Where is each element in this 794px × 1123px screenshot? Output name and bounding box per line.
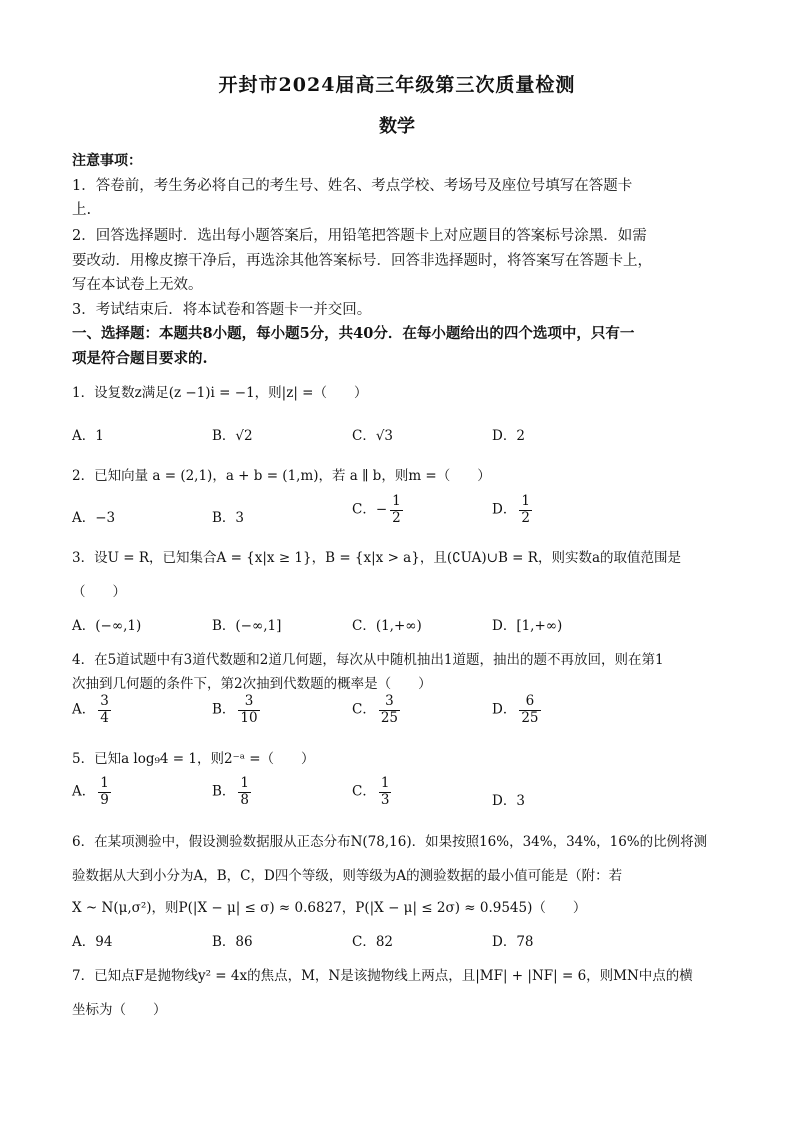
question-2-stem: 2．已知向量 a = (2,1)，a + b = (1,m)，若 a ∥ b，则m =（ ）	[72, 468, 491, 484]
q5-option-a-label: A．	[72, 783, 96, 800]
denominator: 10	[240, 709, 258, 726]
q2-option-d[interactable]	[492, 494, 535, 526]
q4-option-b-fraction	[238, 694, 259, 726]
q6-option-c[interactable]: C．82	[352, 934, 394, 950]
q4-option-c-label: C．	[352, 701, 376, 718]
q2-option-d-label: D．	[492, 501, 517, 518]
numerator: 1	[521, 493, 530, 509]
question-6-stem-cont2: X ~ N(μ,σ²)，则P(|X − μ| ≤ σ) ≈ 0.6827，P(|X − μ| ≤ 2σ) ≈ 0.9545)（ ）	[72, 900, 587, 916]
q5-option-c-fraction	[379, 776, 392, 808]
numerator: 3	[379, 694, 400, 711]
q4-option-a-label: A．	[72, 701, 96, 718]
denominator: 4	[100, 709, 109, 726]
q5-option-d[interactable]: D．3	[492, 793, 525, 809]
q5-option-a[interactable]	[72, 776, 114, 808]
q4-option-b[interactable]	[212, 694, 263, 726]
question-4-stem: 4．在5道试题中有3道代数题和2道几何题，每次从中随机抽出1道题，抽出的题不再放回，则在第1	[72, 652, 664, 668]
q2-option-d-fraction	[519, 494, 532, 526]
q5-option-b-fraction	[238, 776, 251, 808]
notice-item-1: 1．答卷前，考生务必将自己的考生号、姓名、考点学校、考场号及座位号填写在答题卡	[72, 178, 633, 194]
q2-option-c-label: C．−	[352, 501, 388, 518]
numerator: 6	[519, 694, 540, 711]
notice-item-2-cont: 要改动．用橡皮擦干净后，再选涂其他答案标号．回答非选择题时，将答案写在答题卡上，	[72, 253, 652, 269]
numerator: 1	[392, 493, 401, 509]
notice-item-2: 2．回答选择题时．选出每小题答案后，用铅笔把答题卡上对应题目的答案标号涂黑．如需	[72, 228, 647, 244]
numerator: 1	[380, 775, 390, 791]
q2-option-b[interactable]: B．3	[212, 510, 245, 526]
numerator: 3	[238, 694, 259, 711]
denominator: 25	[380, 709, 399, 726]
notice-item-2-cont2: 写在本试卷上无效。	[72, 277, 203, 293]
notice-heading: 注意事项：	[72, 153, 142, 169]
q2-option-a[interactable]: A．−3	[72, 510, 116, 526]
q3-option-b[interactable]: B．(−∞,1]	[212, 618, 282, 634]
q4-option-c-fraction	[379, 694, 400, 726]
question-6-stem: 6．在某项测验中，假设测验数据服从正态分布N(78,16)．如果按照16%，34%，34%，16%的比例将测	[72, 834, 708, 850]
denominator: 2	[392, 509, 401, 526]
q6-option-d[interactable]: D．78	[492, 934, 534, 950]
notice-item-1-cont: 上.	[72, 202, 92, 218]
denominator: 9	[100, 791, 109, 808]
question-1-stem: 1．设复数z满足(z −1)i = −1，则|z| =（ ）	[72, 385, 368, 401]
q4-option-d-label: D．	[492, 701, 517, 718]
q2-option-c-fraction	[390, 494, 403, 526]
section-heading: 一、选择题：本题共8小题，每小题5分，共40分．在每小题给出的四个选项中，只有一	[72, 325, 635, 342]
denominator: 8	[240, 791, 250, 808]
q4-option-d[interactable]	[492, 694, 544, 726]
q5-option-c-label: C．	[352, 783, 376, 800]
denominator: 25	[521, 709, 539, 726]
q1-option-d[interactable]: D．2	[492, 428, 525, 444]
subject-title: 数学	[379, 116, 415, 137]
question-7-stem-cont: 坐标为（ ）	[72, 1002, 167, 1018]
q6-option-b[interactable]: B．86	[212, 934, 253, 950]
question-5-stem: 5．已知a log₉4 = 1，则2⁻ᵃ =（ ）	[72, 751, 315, 767]
q5-option-c[interactable]	[352, 776, 394, 808]
q3-option-c[interactable]: C．(1,+∞)	[352, 618, 422, 634]
numerator: 1	[100, 775, 109, 791]
question-3-stem: 3．设U = R，已知集合A = {x|x ≥ 1}，B = {x|x > a}，且(∁UA)∪B = R，则实数a的取值范围是	[72, 550, 681, 566]
q2-option-c[interactable]	[352, 494, 406, 526]
numerator: 3	[100, 693, 109, 709]
q4-option-c[interactable]	[352, 694, 403, 726]
question-3-paren: （ ）	[72, 584, 126, 600]
exam-title: 开封市2024届高三年级第三次质量检测	[218, 74, 576, 96]
q6-option-a[interactable]: A．94	[72, 934, 113, 950]
question-4-stem-cont: 次抽到几何题的条件下，第2次抽到代数题的概率是（ ）	[72, 676, 432, 692]
q4-option-a-fraction	[98, 694, 111, 726]
section-heading-cont: 项是符合题目要求的.	[72, 350, 208, 367]
q3-option-a[interactable]: A．(−∞,1)	[72, 618, 142, 634]
question-6-stem-cont: 验数据从大到小分为A，B，C，D四个等级，则等级为A的测验数据的最小值可能是（附：若	[72, 868, 623, 884]
q3-option-d[interactable]: D．[1,+∞)	[492, 618, 563, 634]
denominator: 3	[380, 791, 390, 808]
q1-option-c[interactable]: C．√3	[352, 428, 394, 444]
q4-option-d-fraction	[519, 694, 540, 726]
q5-option-b[interactable]	[212, 776, 254, 808]
denominator: 2	[521, 509, 530, 526]
question-7-stem: 7．已知点F是抛物线y² = 4x的焦点，M，N是该抛物线上两点，且|MF| + |NF| = 6，则MN中点的横	[72, 968, 693, 984]
q1-option-b[interactable]: B．√2	[212, 428, 253, 444]
numerator: 1	[240, 775, 250, 791]
q5-option-b-label: B．	[212, 783, 236, 800]
q5-option-a-fraction	[98, 776, 111, 808]
notice-item-3: 3．考试结束后．将本试卷和答题卡一并交回。	[72, 302, 372, 318]
q1-option-a[interactable]: A．1	[72, 428, 104, 444]
q4-option-b-label: B．	[212, 701, 236, 718]
q4-option-a[interactable]	[72, 694, 114, 726]
